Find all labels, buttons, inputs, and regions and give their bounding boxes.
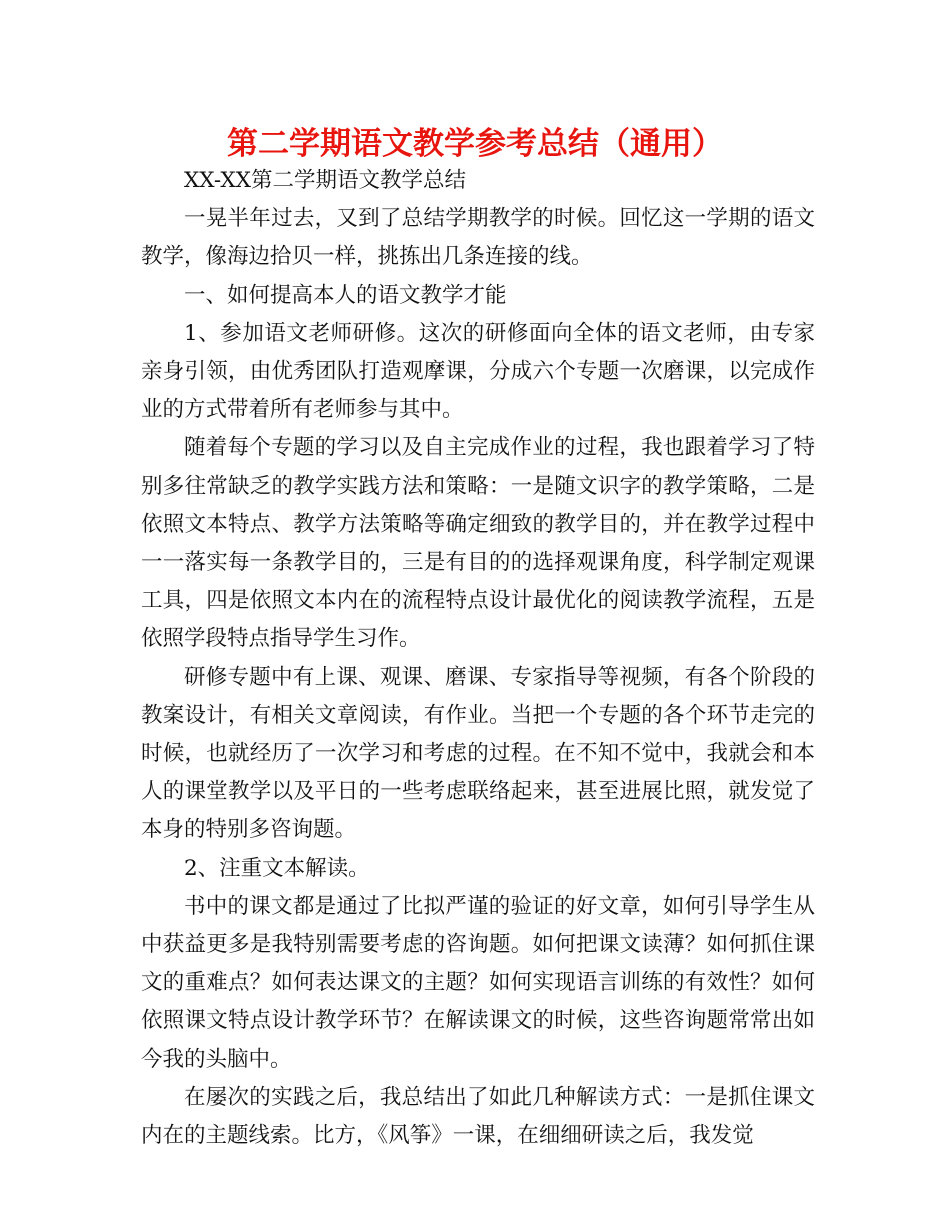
paragraph-text-reading: 书中的课文都是通过了比拟严谨的验证的好文章，如何引导学生从中获益更多是我特别需要考虑的咨询题。如何把课文读薄？如何抓住课文的重难点？如何表达课文的主题？如何实现语言训练的有效性？如何依照课文特点设计教学环节？在解读课文的时候，这些咨询题常常出如今我的头脑中。 [141, 893, 815, 1072]
section-heading-1: 一、如何提高本人的语文教学才能 [184, 282, 507, 308]
paragraph-practice: 在屡次的实践之后，我总结出了如此几种解读方式：一是抓住课文内在的主题线索。比方，《风筝》一课，在细细研读之后，我发觉 [141, 1084, 815, 1149]
paragraph-research-topics: 研修专题中有上课、观课、磨课、专家指导等视频，有各个阶段的教案设计，有相关文章阅读，有作业。当把一个专题的各个环节走完的时候，也就经历了一次学习和考虑的过程。在不知不觉中，我就会和本人的课堂教学以及平日的一些考虑联络起来，甚至进展比照，就发觉了本身的特别多咨询题。 [141, 664, 815, 843]
paragraph-strategies: 随着每个专题的学习以及自主完成作业的过程，我也跟着学习了特别多往常缺乏的教学实践方法和策略：一是随文识字的教学策略，二是依照文本特点、教学方法策略等确定细致的教学目的，并在教学过程中一一落实每一条教学目的，三是有目的的选择观课角度，科学制定观课工具，四是依照文本内在的流程特点设计最优化的阅读教学流程，五是依照学段特点指导学生习作。 [141, 435, 815, 652]
paragraph-intro: 一晃半年过去，又到了总结学期教学的时候。回忆这一学期的语文教学，像海边拾贝一样，挑拣出几条连接的线。 [141, 206, 815, 270]
paragraph-subtitle: XX-XX第二学期语文教学总结 [184, 168, 466, 193]
paragraph-point-1: 1、参加语文老师研修。这次的研修面向全体的语文老师，由专家亲身引领，由优秀团队打造观摩课，分成六个专题一次磨课，以完成作业的方式带着所有老师参与其中。 [141, 320, 815, 423]
document-title: 第二学期语文教学参考总结（通用） [227, 126, 723, 162]
document-body [141, 162, 815, 1155]
paragraph-point-2: 2、注重文本解读。 [184, 855, 370, 881]
